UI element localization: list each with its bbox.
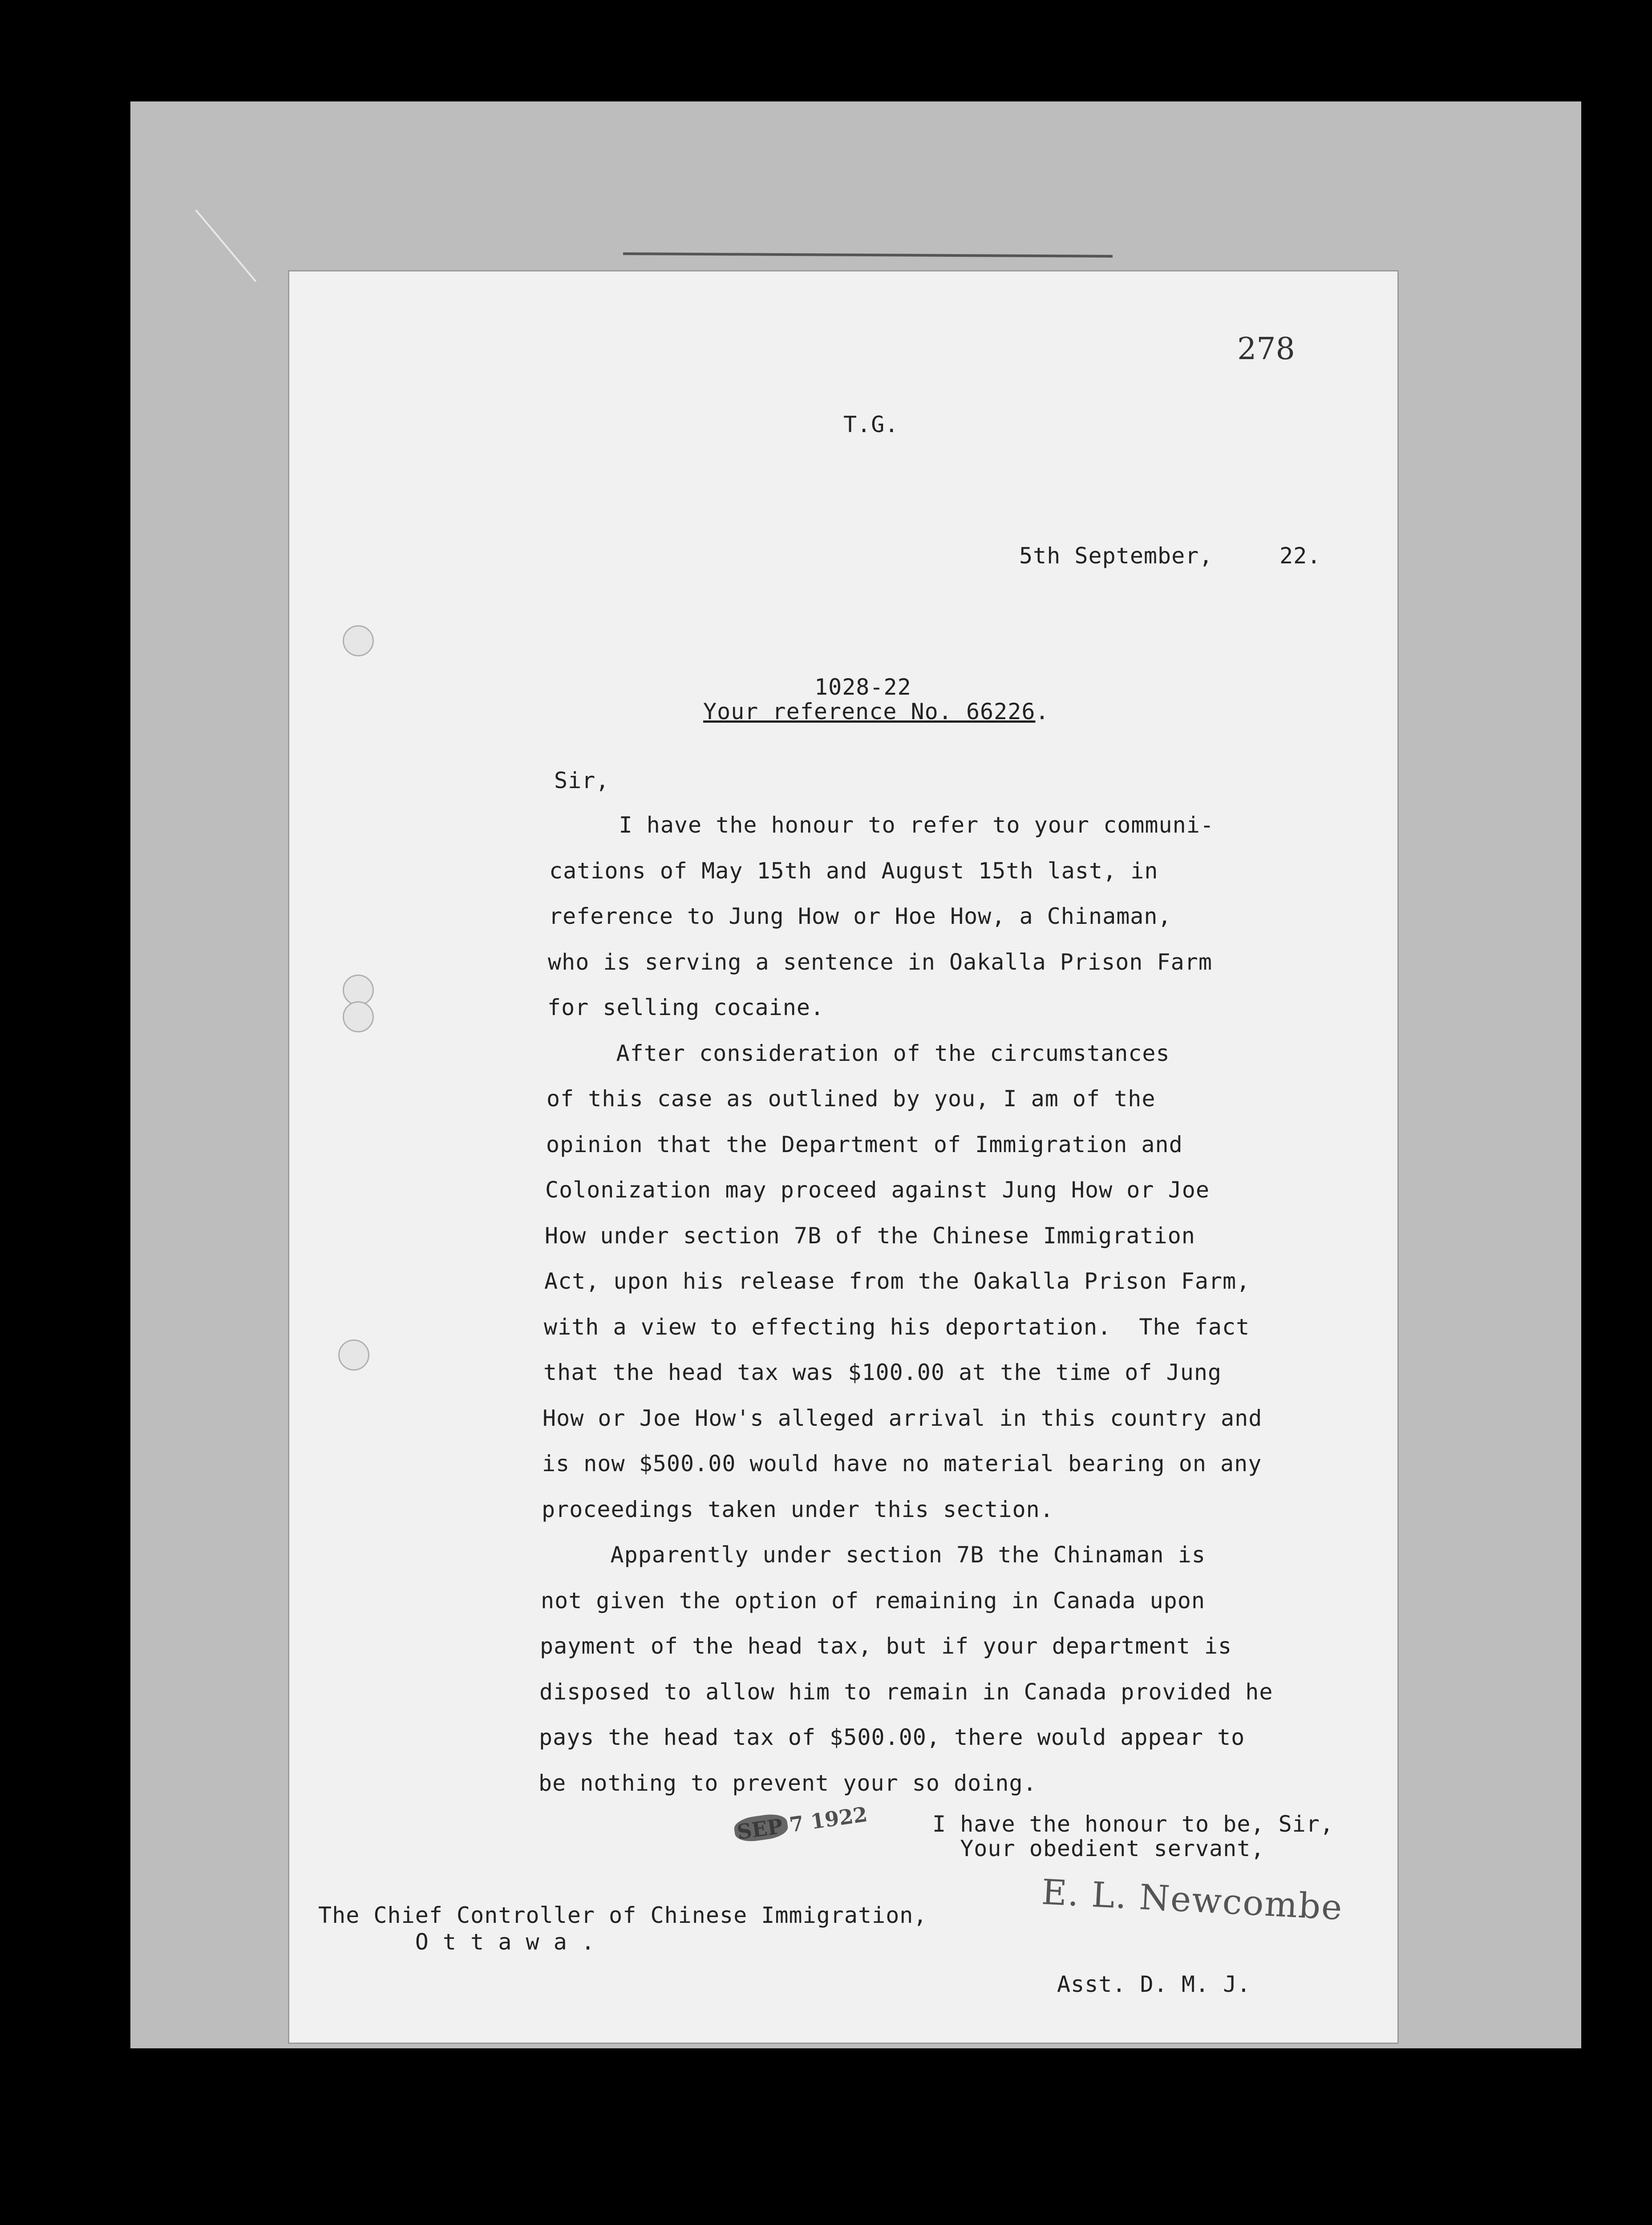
date-year: 22. xyxy=(1279,543,1321,569)
reference-suffix: . xyxy=(1035,699,1049,724)
salutation: Sir, xyxy=(554,768,610,793)
body-line: cations of May 15th and August 15th last, in xyxy=(549,858,1158,884)
body-line: of this case as outlined by you, I am of the xyxy=(547,1086,1156,1112)
body-line: disposed to allow him to remain in Canada provided he xyxy=(539,1679,1273,1705)
addressee-line: The Chief Controller of Chinese Immigration, xyxy=(318,1902,927,1928)
punch-hole xyxy=(338,1339,369,1371)
body-line: with a view to effecting his deportation. The fact xyxy=(544,1314,1250,1340)
body-line: that the head tax was $100.00 at the time of Jung xyxy=(543,1359,1222,1385)
date-stamp: SEP 7 1922 xyxy=(735,1802,869,1845)
body-line: reference to Jung How or Hoe How, a Chinaman, xyxy=(549,903,1172,929)
signatory-title: Asst. D. M. J. xyxy=(1057,1971,1251,1997)
body-line: be nothing to prevent your so doing. xyxy=(539,1770,1037,1796)
body-line: opinion that the Department of Immigration and xyxy=(546,1132,1183,1157)
body-line: Act, upon his release from the Oakalla Prison Farm, xyxy=(544,1268,1251,1294)
body-line: proceedings taken under this section. xyxy=(542,1497,1054,1522)
punch-hole xyxy=(343,1001,374,1032)
reference-text: Your reference No. 66226 xyxy=(703,699,1036,724)
folio-number: 278 xyxy=(1237,332,1295,367)
body-line: Colonization may proceed against Jung How or Joe xyxy=(545,1177,1210,1203)
body-line: After consideration of the circumstances xyxy=(547,1040,1170,1066)
file-number: 1028-22 xyxy=(814,674,911,700)
body-line: Apparently under section 7B the Chinaman is xyxy=(541,1542,1206,1568)
body-line: pays the head tax of $500.00, there would appear to xyxy=(539,1724,1245,1750)
body-line: How or Joe How's alleged arrival in this country and xyxy=(543,1405,1263,1431)
initials: T.G. xyxy=(843,412,899,437)
body-line: payment of the head tax, but if your department is xyxy=(540,1633,1232,1659)
addressee-line: O t t a w a . xyxy=(318,1929,595,1955)
signature-stamp: E. L. Newcombe xyxy=(1041,1872,1344,1928)
body-line: who is serving a sentence in Oakalla Prison Farm xyxy=(548,949,1212,975)
body-line: not given the option of remaining in Canada upon xyxy=(541,1588,1205,1614)
closing-line: Your obedient servant, xyxy=(932,1836,1265,1861)
body-line: I have the honour to refer to your communi- xyxy=(550,812,1214,838)
reference-line xyxy=(703,699,1049,724)
body-line: is now $500.00 would have no material bearing on any xyxy=(542,1451,1262,1477)
punch-hole xyxy=(343,625,374,656)
closing-line: I have the honour to be, Sir, xyxy=(932,1811,1334,1837)
body-line: for selling cocaine. xyxy=(547,995,825,1020)
body-line: How under section 7B of the Chinese Immigration xyxy=(545,1223,1195,1249)
date-day-month: 5th September, xyxy=(1019,543,1213,569)
